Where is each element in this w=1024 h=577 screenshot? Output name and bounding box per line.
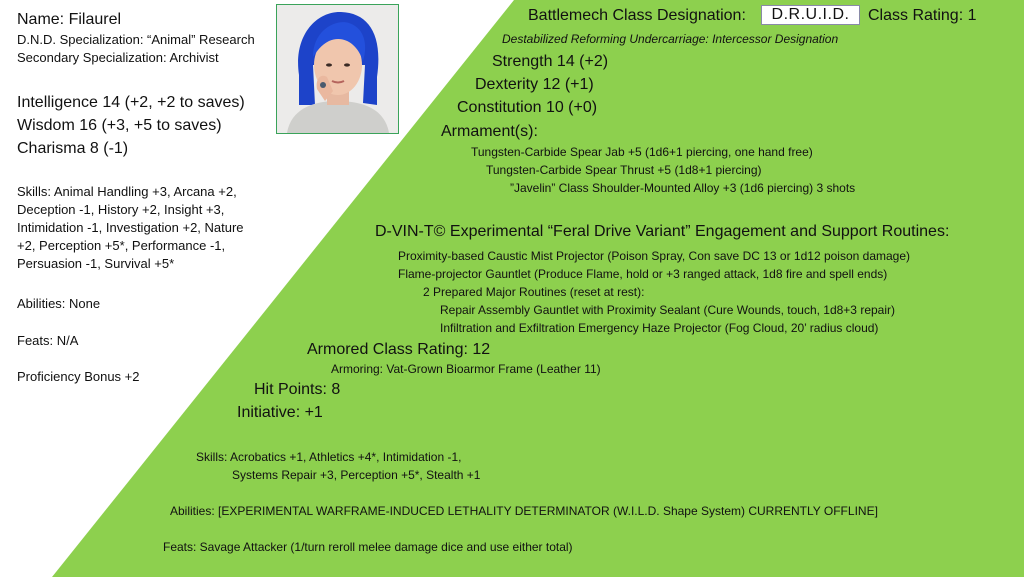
proficiency-bonus: Proficiency Bonus +2 bbox=[17, 369, 140, 384]
routine-item: 2 Prepared Major Routines (reset at rest): bbox=[423, 285, 645, 299]
skills-line: Skills: Animal Handling +3, Arcana +2, bbox=[17, 184, 237, 199]
class-designation-value: D.R.U.I.D. bbox=[771, 6, 850, 23]
stat-dexterity: Dexterity 12 (+1) bbox=[475, 76, 594, 93]
abilities-text: Abilities: None bbox=[17, 296, 101, 311]
class-designation-badge bbox=[761, 5, 860, 25]
mech-feats: Feats: Savage Attacker (1/turn reroll melee damage dice and use either total) bbox=[163, 540, 573, 554]
hit-points: Hit Points: 8 bbox=[254, 381, 341, 398]
class-subtitle: Destabilized Reforming Undercarriage: Intercessor Designation bbox=[502, 32, 839, 46]
armament-item: ”Javelin” Class Shoulder-Mounted Alloy +3 (1d6 piercing) 3 shots bbox=[510, 181, 856, 195]
armor-class-heading: Armored Class Rating: 12 bbox=[307, 341, 491, 358]
routine-item: Repair Assembly Gauntlet with Proximity Sealant (Cure Wounds, touch, 1d8+3 repair) bbox=[440, 303, 895, 317]
class-rating: Class Rating: 1 bbox=[868, 7, 977, 24]
routines-heading: D-VIN-T© Experimental “Feral Drive Variant” Engagement and Support Routines: bbox=[375, 223, 950, 240]
mech-abilities: Abilities: [EXPERIMENTAL WARFRAME-INDUCED LETHALITY DETERMINATOR (W.I.L.D. Shape System) CURRENTLY OFFLINE] bbox=[170, 504, 878, 518]
armament-heading: Armament(s): bbox=[441, 123, 538, 140]
armament-item: Tungsten-Carbide Spear Thrust +5 (1d8+1 piercing) bbox=[486, 163, 762, 177]
routine-item: Infiltration and Exfiltration Emergency Haze Projector (Fog Cloud, 20’ radius cloud) bbox=[440, 321, 879, 335]
portrait-image bbox=[277, 5, 398, 133]
skills-line: Intimidation -1, Investigation +2, Nature bbox=[17, 220, 244, 235]
stat-constitution: Constitution 10 (+0) bbox=[457, 99, 598, 116]
stat-wisdom: Wisdom 16 (+3, +5 to saves) bbox=[17, 117, 222, 134]
class-designation-label: Battlemech Class Designation: bbox=[528, 7, 746, 24]
character-name: Name: Filaurel bbox=[17, 11, 122, 28]
character-portrait bbox=[276, 4, 399, 134]
mech-skills-line: Systems Repair +3, Perception +5*, Stealth +1 bbox=[232, 468, 481, 482]
feats-text: Feats: N/A bbox=[17, 333, 79, 348]
initiative: Initiative: +1 bbox=[237, 404, 323, 421]
skills-line: +2, Perception +5*, Performance -1, bbox=[17, 238, 226, 253]
armoring-text: Armoring: Vat-Grown Bioarmor Frame (Leather 11) bbox=[331, 362, 601, 376]
skills-line: Persuasion -1, Survival +5* bbox=[17, 256, 175, 271]
mech-skills-line: Skills: Acrobatics +1, Athletics +4*, Intimidation -1, bbox=[196, 450, 462, 464]
stat-strength: Strength 14 (+2) bbox=[492, 53, 609, 70]
secondary-specialization: Secondary Specialization: Archivist bbox=[17, 50, 219, 65]
routine-item: Proximity-based Caustic Mist Projector (Poison Spray, Con save DC 13 or 1d12 poison damage) bbox=[398, 249, 911, 263]
dnd-specialization: D.N.D. Specialization: “Animal” Research bbox=[17, 32, 255, 47]
stat-charisma: Charisma 8 (-1) bbox=[17, 140, 129, 157]
armament-item: Tungsten-Carbide Spear Jab +5 (1d6+1 piercing, one hand free) bbox=[471, 145, 813, 159]
stat-intelligence: Intelligence 14 (+2, +2 to saves) bbox=[17, 94, 245, 111]
skills-line: Deception -1, History +2, Insight +3, bbox=[17, 202, 225, 217]
routine-item: Flame-projector Gauntlet (Produce Flame, hold or +3 ranged attack, 1d8 fire and spell ends) bbox=[398, 267, 888, 281]
